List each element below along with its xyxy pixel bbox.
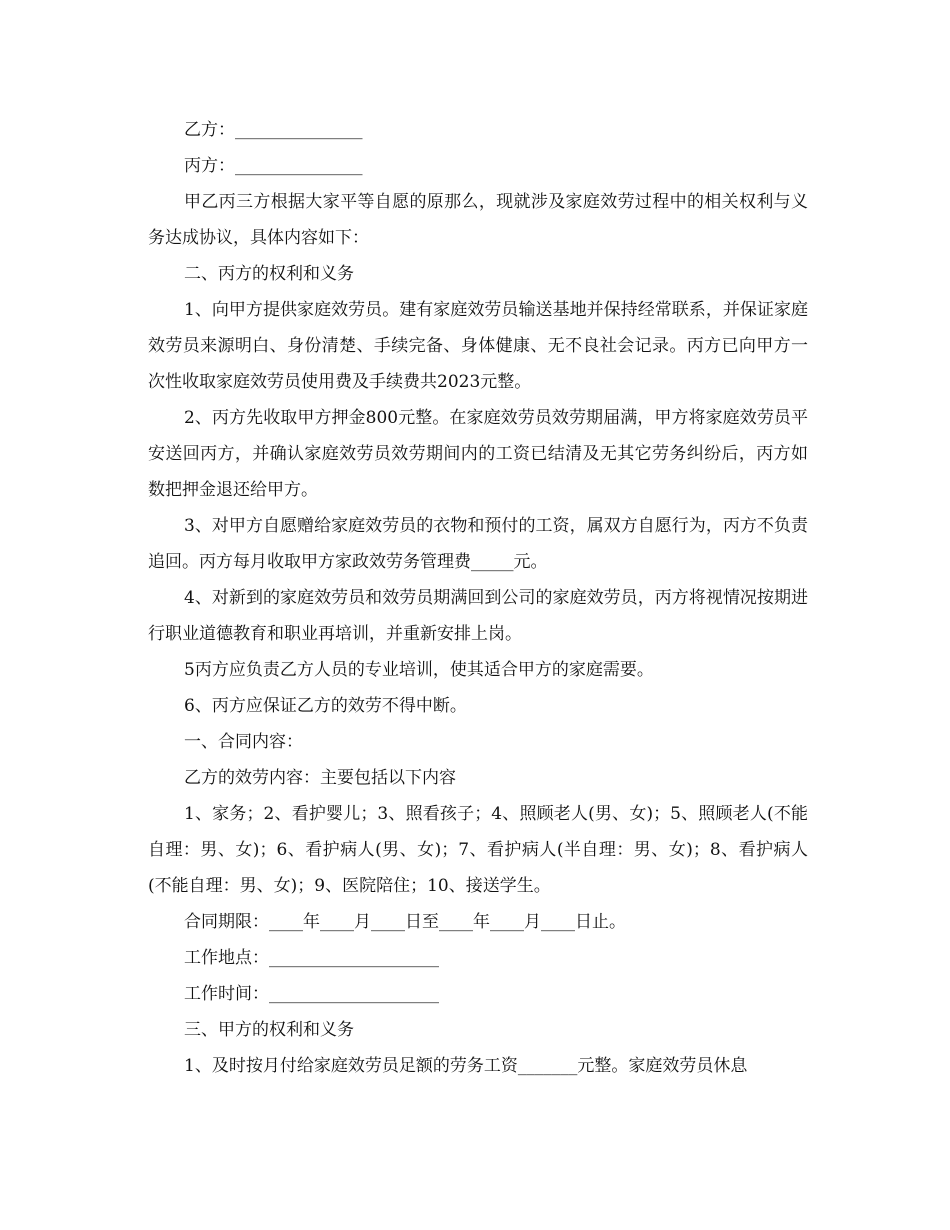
clause-c-3: 3、对甲方自愿赠给家庭效劳员的衣物和预付的工资，属双方自愿行为，丙方不负责追回。丙方每月收取甲方家政效劳务管理费_____元。 [148, 516, 808, 572]
clause-c-2: 2、丙方先收取甲方押金800元整。在家庭效劳员效劳期届满，甲方将家庭效劳员平安送回丙方，并确认家庭效劳员效劳期间内的工资已结清及无其它劳务纠纷后，丙方如数把押金退还给甲方。 [148, 408, 808, 500]
contract-term-line: 合同期限：____年____月____日至____年____月____日止。 [184, 912, 626, 932]
service-content-intro: 乙方的效劳内容：主要包括以下内容 [184, 768, 456, 788]
work-time-line: 工作时间：____________________ [184, 984, 439, 1004]
clause-c-5: 5丙方应负责乙方人员的专业培训，使其适合甲方的家庭需要。 [184, 660, 654, 680]
clause-c-1: 1、向甲方提供家庭效劳员。建有家庭效劳员输送基地并保持经常联系，并保证家庭效劳员来源明白、身份清楚、手续完备、身体健康、无不良社会记录。丙方已向甲方一次性收取家庭效劳员使用费及手续费共2023元整。 [148, 300, 808, 392]
contract-body [148, 112, 808, 1084]
party-c-line: 丙方：_______________ [184, 156, 363, 176]
clause-c-6: 6、丙方应保证乙方的效劳不得中断。 [184, 696, 467, 716]
section-heading-contract-content: 一、合同内容： [184, 732, 303, 752]
section-heading-party-a: 三、甲方的权利和义务 [184, 1020, 354, 1040]
clause-a-1: 1、及时按月付给家庭效劳员足额的劳务工资_______元整。家庭效劳员休息 [184, 1056, 748, 1076]
work-location-line: 工作地点：____________________ [184, 948, 439, 968]
party-b-line: 乙方：_______________ [184, 120, 363, 140]
section-heading-party-c: 二、丙方的权利和义务 [184, 264, 354, 284]
intro-paragraph: 甲乙丙三方根据大家平等自愿的原那么，现就涉及家庭效劳过程中的相关权利与义务达成协议，具体内容如下： [148, 192, 808, 248]
clause-c-4: 4、对新到的家庭效劳员和效劳员期满回到公司的家庭效劳员，丙方将视情况按期进行职业道德教育和职业再培训，并重新安排上岗。 [148, 588, 808, 644]
service-content-list: 1、家务；2、看护婴儿；3、照看孩子；4、照顾老人(男、女)；5、照顾老人(不能自理：男、女)；6、看护病人(男、女)；7、看护病人(半自理：男、女)；8、看护病人(不能自理：男、女)；9、医院陪住；10、接送学生。 [148, 804, 808, 896]
